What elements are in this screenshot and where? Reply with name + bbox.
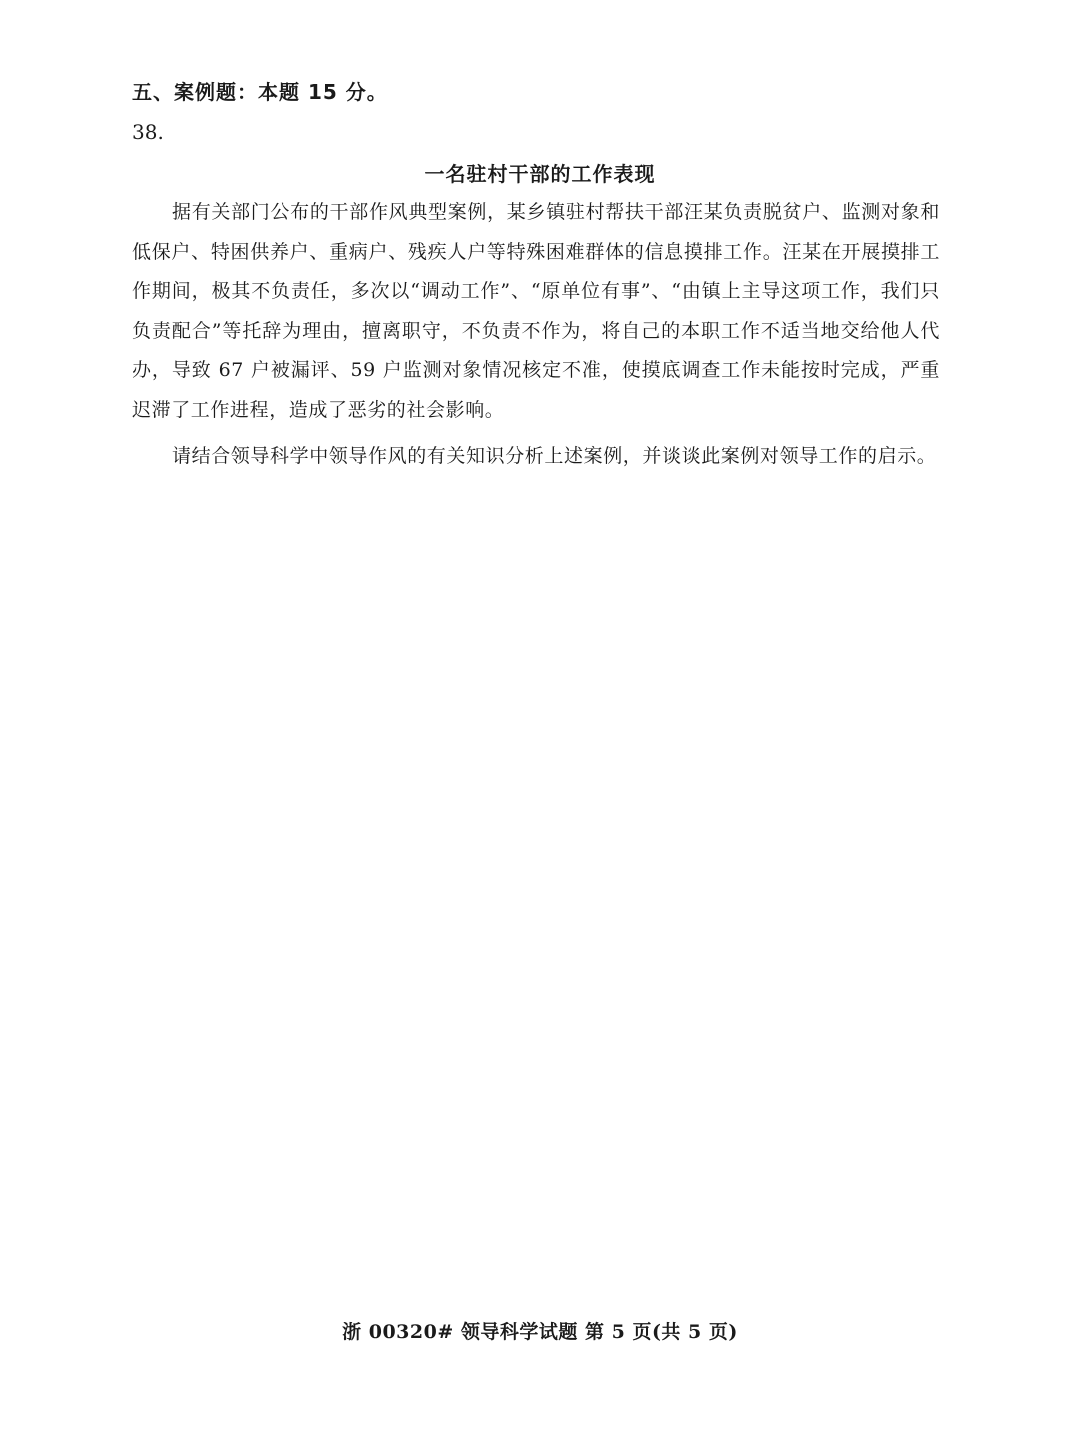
question-number: 38. [132, 120, 164, 144]
case-paragraph: 据有关部门公布的干部作风典型案例，某乡镇驻村帮扶干部汪某负责脱贫户、监测对象和低保户、特困供养户、重病户、残疾人户等特殊困难群体的信息摸排工作。汪某在开展摸排工作期间，极其不负责任，多次以“调动工作”、“原单位有事”、“由镇上主导这项工作，我们只负责配合”等托辞为理由，擅离职守，不负责不作为，将自己的本职工作不适当地交给他人代办，导致 67 户被漏评、59 户监测对象情况核定不准，使摸底调查工作未能按时完成，严重迟滞了工作进程，造成了恶劣的社会影响。 [132, 201, 940, 421]
section-heading: 五、案例题：本题 15 分。 [132, 80, 388, 104]
case-title: 一名驻村干部的工作表现 [424, 162, 656, 186]
question-prompt: 请结合领导科学中领导作风的有关知识分析上述案例，并谈谈此案例对领导工作的启示。 [172, 445, 937, 467]
page-footer: 浙 00320# 领导科学试题 第 5 页(共 5 页) [342, 1321, 738, 1343]
